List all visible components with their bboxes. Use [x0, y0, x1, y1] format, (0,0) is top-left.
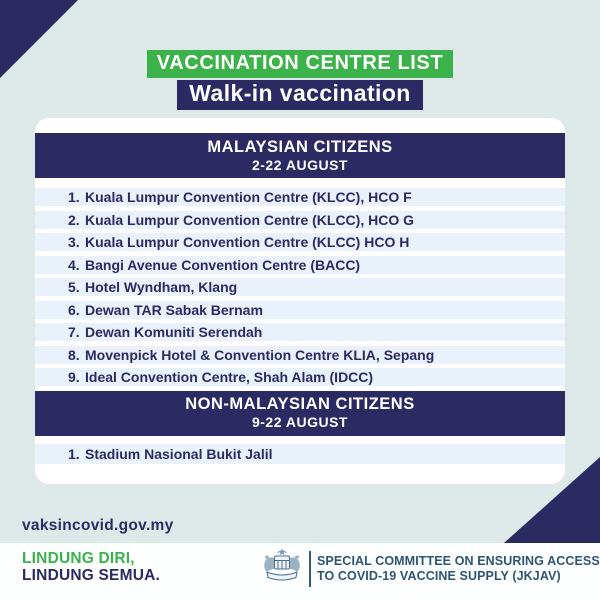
committee-line-1: SPECIAL COMMITTEE ON ENSURING ACCESS: [317, 554, 600, 568]
section-dates: 9-22 AUGUST: [251, 414, 348, 430]
list-item-text: Dewan Komuniti Serendah: [85, 324, 263, 340]
section-dates: 2-22 AUGUST: [251, 156, 348, 173]
section-banner-malaysian: [35, 133, 565, 178]
poster-header: [0, 50, 600, 110]
list-item-text: Kuala Lumpur Convention Centre (KLCC), HCO F: [85, 189, 412, 205]
list-item: [35, 188, 565, 206]
centre-list-malaysian: [35, 188, 565, 386]
website-url: vaksincovid.gov.my: [22, 517, 174, 534]
slogan: [22, 550, 160, 584]
page-title: VACCINATION CENTRE LIST: [147, 50, 453, 78]
list-item-text: Movenpick Hotel & Convention Centre KLIA, Sepang: [85, 346, 435, 363]
list-item-number: 7.: [68, 324, 80, 340]
list-item: [35, 233, 565, 251]
list-item-text: Hotel Wyndham, Klang: [85, 279, 238, 295]
malaysia-coat-of-arms-icon: [261, 548, 303, 591]
section-title: MALAYSIAN CITIZENS: [207, 137, 393, 156]
centre-list-card: [35, 118, 565, 484]
list-item: [35, 444, 565, 464]
list-item-number: 9.: [68, 369, 80, 385]
list-item-text: Stadium Nasional Bukit Jalil: [85, 445, 273, 462]
list-item-text: Kuala Lumpur Convention Centre (KLCC), HCO G: [85, 211, 414, 228]
list-item-number: 4.: [68, 256, 80, 273]
committee-line-2: TO COVID-19 VACCINE SUPPLY (JKJAV): [317, 569, 561, 583]
list-item: [35, 368, 565, 386]
list-item-number: 2.: [68, 211, 80, 228]
committee-label: [317, 554, 600, 584]
footer-bar: [0, 543, 600, 599]
list-item-number: 1.: [68, 189, 80, 205]
list-item: [35, 211, 565, 229]
slogan-line-1: LINDUNG DIRI,: [22, 550, 135, 567]
list-item-text: Dewan TAR Sabak Bernam: [85, 301, 263, 318]
section-title: NON-MALAYSIAN CITIZENS: [185, 395, 415, 413]
list-item-number: 6.: [68, 301, 80, 318]
list-item-number: 8.: [68, 346, 80, 363]
footer-divider: [309, 551, 311, 587]
list-item: [35, 278, 565, 296]
list-item-number: 1.: [68, 445, 80, 462]
page-subtitle: Walk-in vaccination: [177, 80, 422, 110]
list-item: [35, 256, 565, 274]
slogan-line-2: LINDUNG SEMUA.: [22, 567, 160, 584]
list-item-text: Ideal Convention Centre, Shah Alam (IDCC): [85, 369, 374, 385]
list-item-text: Kuala Lumpur Convention Centre (KLCC) HCO H: [85, 234, 410, 250]
list-item: [35, 301, 565, 319]
list-item-number: 3.: [68, 234, 80, 250]
list-item: [35, 323, 565, 341]
centre-list-non-malaysian: [35, 444, 565, 464]
list-item-number: 5.: [68, 279, 80, 295]
list-item-text: Bangi Avenue Convention Centre (BACC): [85, 256, 361, 273]
section-banner-non-malaysian: [35, 391, 565, 436]
list-item: [35, 346, 565, 364]
